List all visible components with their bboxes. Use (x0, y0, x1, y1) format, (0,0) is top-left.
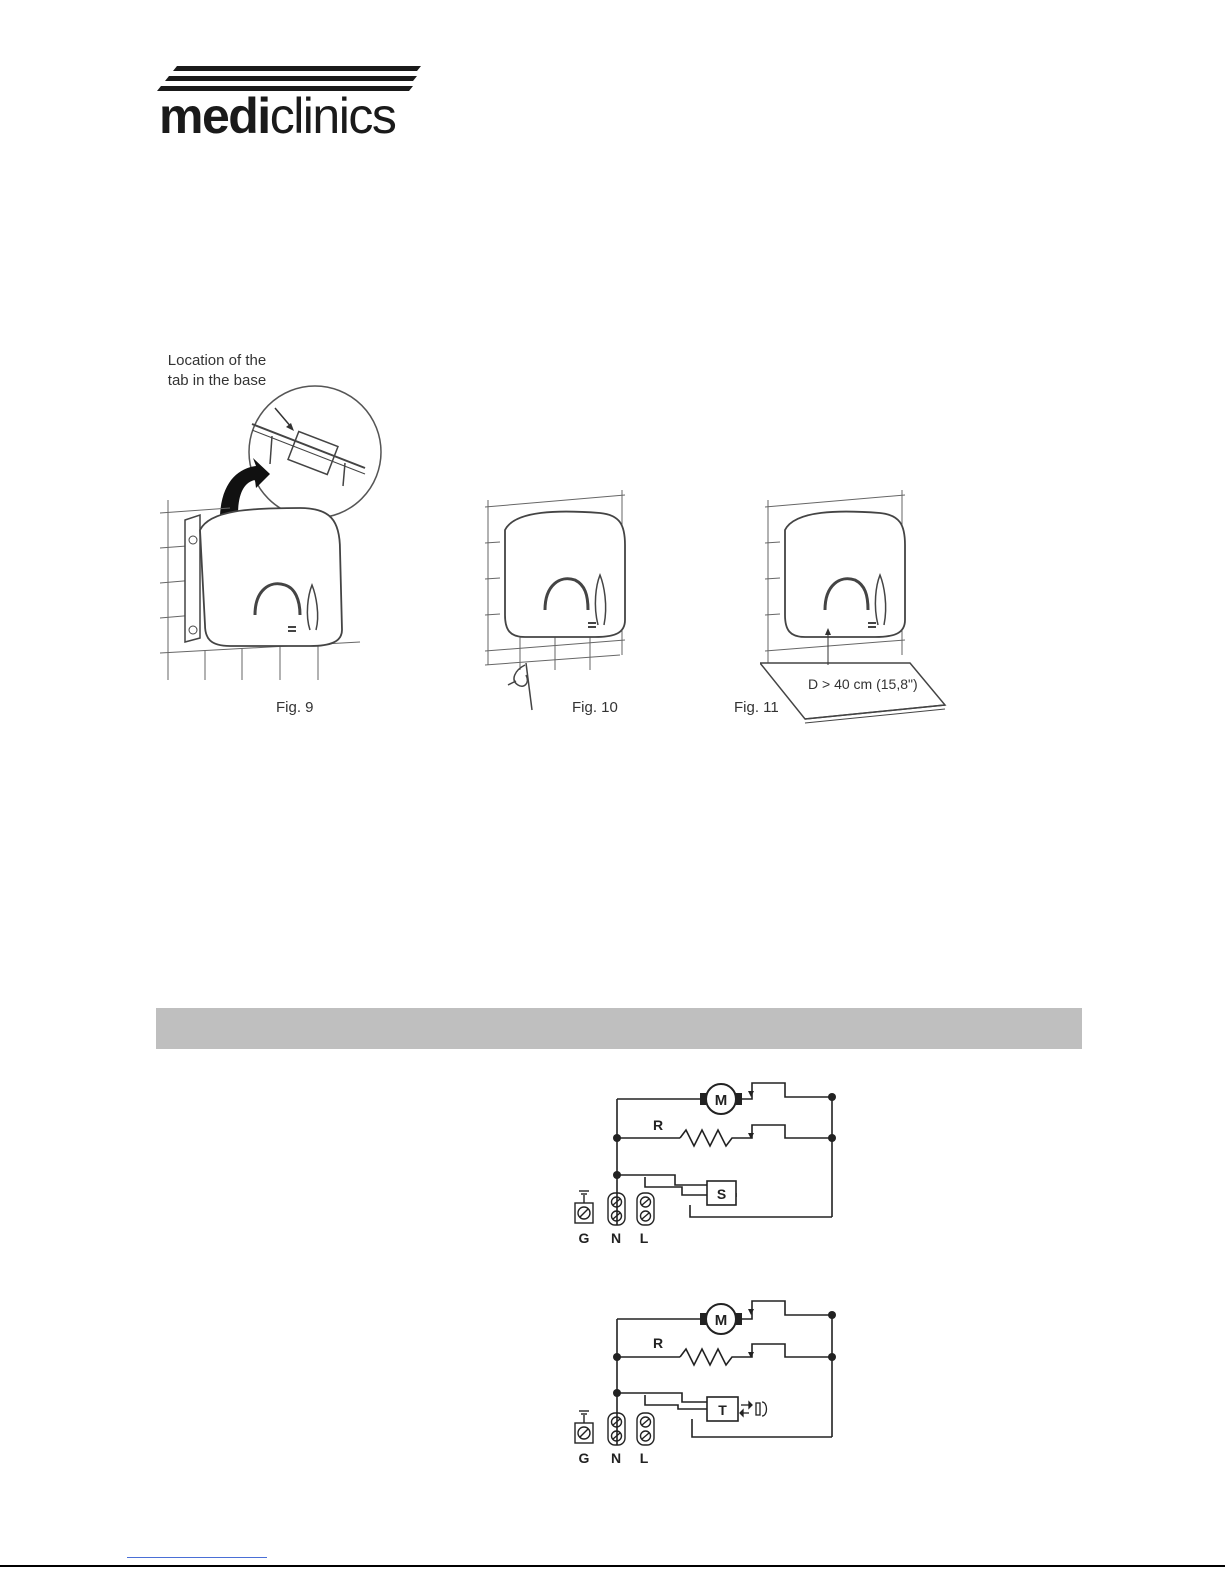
callout-line-1: Location of the (167, 352, 267, 369)
footer-link-underline[interactable] (127, 1556, 267, 1558)
wiring-diagram-switch (560, 1075, 860, 1250)
infrared-hand-icon (740, 1402, 767, 1416)
ground-terminal (575, 1191, 593, 1223)
motor-label: M (714, 1092, 728, 1109)
terminal-l-label-2: L (639, 1450, 649, 1466)
terminal-g-label-2: G (578, 1450, 590, 1466)
screwdriver-icon (508, 663, 532, 710)
fig10-illustration (480, 485, 630, 715)
fig11-caption: Fig. 11 (734, 699, 779, 716)
ground-terminal-2 (575, 1411, 593, 1443)
live-terminal-2 (637, 1413, 654, 1445)
section-header-bar (156, 1008, 1082, 1049)
logo-brand-bold: medi (159, 88, 270, 144)
fig10-caption: Fig. 10 (572, 699, 618, 716)
distance-label: D > 40 cm (15,8") (808, 676, 918, 692)
terminal-l-label: L (639, 1230, 649, 1246)
wiring-diagram-sensor (560, 1295, 860, 1470)
switch-label: S (716, 1186, 727, 1202)
resistor-label-2: R (653, 1335, 664, 1351)
terminal-g-label: G (578, 1230, 590, 1246)
logo-brand-light: clinics (269, 88, 396, 144)
fig9-caption: Fig. 9 (276, 699, 314, 716)
resistor-label: R (653, 1117, 664, 1133)
terminal-n-label-2: N (610, 1450, 622, 1466)
fig9-illustration (160, 380, 410, 685)
live-terminal (637, 1193, 654, 1225)
logo-wordmark (159, 88, 395, 144)
motor-label-2: M (714, 1312, 728, 1329)
terminal-n-label: N (610, 1230, 622, 1246)
footer-rule (0, 1565, 1225, 1567)
sensor-label: T (718, 1402, 727, 1418)
magnifier-circle (249, 386, 381, 518)
callout-line-2: tab in the base (167, 372, 267, 389)
logo-stripes-icon (155, 58, 425, 92)
brand-logo (155, 58, 425, 144)
